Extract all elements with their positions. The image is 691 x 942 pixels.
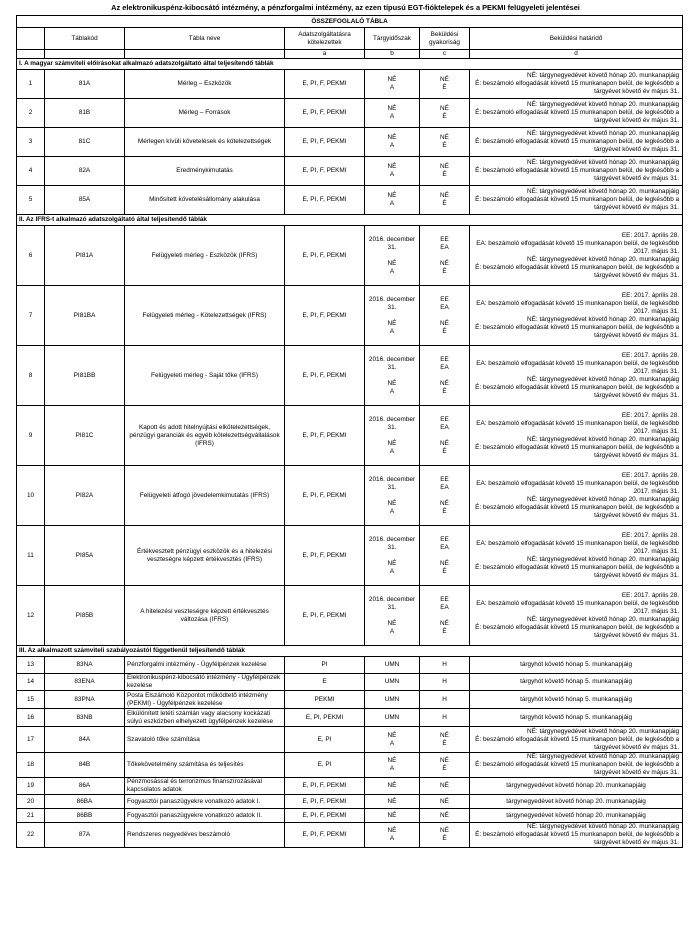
reporting-frequency: EE EA NÉ É (420, 406, 470, 466)
table-row (17, 99, 683, 128)
table-code: 84B (45, 753, 125, 778)
submission-deadline: EE: 2017. április 28. EA: beszámoló elfogadását követő 15 munkanapon belül, de legkésőbb 2017. május 31. NÉ: tárgynegyedévet követő hónap 20. munkanapjáig É: beszámoló elfogadását követő 15 munkanapon belül, de legkésőbb a tárgyévet követő év május 31. (470, 226, 683, 286)
obligated-entities: E, PI, F, PEKMI (285, 70, 365, 99)
obligated-entities: E, PI, F, PEKMI (285, 795, 365, 809)
reporting-frequency: EE EA NÉ É (420, 226, 470, 286)
table-row (17, 691, 683, 709)
submission-deadline: EE: 2017. április 28. EA: beszámoló elfogadását követő 15 munkanapon belül, de legkésőbb 2017. május 31. NÉ: tárgynegyedévet követő hónap 20. munkanapjáig É: beszámoló elfogadását követő 15 munkanapon belül, de legkésőbb a tárgyévet követő év május 31. (470, 286, 683, 346)
reporting-frequency: NÉ É (420, 157, 470, 186)
table-code: 86BB (45, 809, 125, 823)
table-name: Minősített követelésállomány alakulása (125, 186, 285, 215)
reporting-frequency: EE EA NÉ É (420, 346, 470, 406)
reporting-frequency: NÉ É (420, 753, 470, 778)
reporting-frequency: H (420, 709, 470, 727)
table-code: PI82A (45, 466, 125, 526)
table-code: PI85A (45, 526, 125, 586)
obligated-entities: E, PI (285, 753, 365, 778)
table-row (17, 753, 683, 778)
table-code: PI81A (45, 226, 125, 286)
table-name: Értékvesztett pénzügyi eszközök és a hitelezési veszteségre képzett értékvesztés (IFRS) (125, 526, 285, 586)
section-row (17, 646, 683, 657)
row-number: 2 (17, 99, 45, 128)
table-code: 83NA (45, 657, 125, 674)
row-number: 14 (17, 674, 45, 691)
reporting-frequency: EE EA NÉ É (420, 286, 470, 346)
row-number: 19 (17, 778, 45, 795)
submission-deadline: EE: 2017. április 28. EA: beszámoló elfogadását követő 15 munkanapon belül, de legkésőbb 2017. május 31. NÉ: tárgynegyedévet követő hónap 20. munkanapjáig É: beszámoló elfogadását követő 15 munkanapon belül, de legkésőbb a tárgyévet követő év május 31. (470, 586, 683, 646)
obligated-entities: PEKMI (285, 691, 365, 709)
submission-deadline: tárgynegyedévet követő hónap 20. munkanapjáig (470, 795, 683, 809)
table-code: 81B (45, 99, 125, 128)
reporting-period: UMN (365, 657, 420, 674)
table-code: 85A (45, 186, 125, 215)
obligated-entities: E (285, 674, 365, 691)
table-row (17, 346, 683, 406)
table-name: Felügyeleti mérleg - Saját tőke (IFRS) (125, 346, 285, 406)
obligated-entities: E, PI, F, PEKMI (285, 226, 365, 286)
header-cell-number (17, 28, 45, 50)
table-code: 86BA (45, 795, 125, 809)
table-row (17, 466, 683, 526)
row-number: 1 (17, 70, 45, 99)
reporting-frequency: NÉ É (420, 823, 470, 848)
submission-deadline: NÉ: tárgynegyedévet követő hónap 20. munkanapjáig É: beszámoló elfogadását követő 15 munkanapon belül, de legkésőbb a tárgyévet követő év május 31. (470, 823, 683, 848)
reporting-period: NÉ (365, 795, 420, 809)
table-row (17, 128, 683, 157)
submission-deadline: NÉ: tárgynegyedévet követő hónap 20. munkanapjáig É: beszámoló elfogadását követő 15 munkanapon belül, de legkésőbb a tárgyévet követő év május 31. (470, 186, 683, 215)
table-name: Fogyasztói panaszügyekre vonatkozó adatok II. (125, 809, 285, 823)
letter-cell: b (365, 50, 420, 59)
reporting-period: 2016. december 31. NÉ A (365, 406, 420, 466)
submission-deadline: tárgyhót követő hónap 5. munkanapjáig (470, 674, 683, 691)
reporting-frequency: EE EA NÉ É (420, 466, 470, 526)
obligated-entities: E, PI (285, 727, 365, 753)
letter-cell: c (420, 50, 470, 59)
table-code: 82A (45, 157, 125, 186)
reporting-period: NÉ A (365, 157, 420, 186)
row-number: 20 (17, 795, 45, 809)
submission-deadline: NÉ: tárgynegyedévet követő hónap 20. munkanapjáig É: beszámoló elfogadását követő 15 munkanapon belül, de legkésőbb a tárgyévet követő év május 31. (470, 157, 683, 186)
section-title: II. Az IFRS-t alkalmazó adatszolgáltató által teljesítendő táblák (17, 215, 683, 226)
table-name: Felügyeleti mérleg - Kötelezettségek (IFRS) (125, 286, 285, 346)
submission-deadline: NÉ: tárgynegyedévet követő hónap 20. munkanapjáig É: beszámoló elfogadását követő 15 munkanapon belül, de legkésőbb a tárgyévet követő év május 31. (470, 99, 683, 128)
table-code: 83NB (45, 709, 125, 727)
table-row (17, 586, 683, 646)
table-code: PI85B (45, 586, 125, 646)
table-row (17, 70, 683, 99)
table-row (17, 727, 683, 753)
table-row (17, 226, 683, 286)
submission-deadline: EE: 2017. április 28. EA: beszámoló elfogadását követő 15 munkanapon belül, de legkésőbb 2017. május 31. NÉ: tárgynegyedévet követő hónap 20. munkanapjáig É: beszámoló elfogadását követő 15 munkanapon belül, de legkésőbb a tárgyévet követő év május 31. (470, 406, 683, 466)
submission-deadline: tárgyhót követő hónap 5. munkanapjáig (470, 691, 683, 709)
row-number: 18 (17, 753, 45, 778)
table-code: PI81C (45, 406, 125, 466)
letter-cell (17, 50, 45, 59)
section-title: I. A magyar számviteli előírásokat alkalmazó adatszolgáltató által teljesítendő táblák (17, 59, 683, 70)
reporting-frequency: NÉ (420, 809, 470, 823)
obligated-entities: PI (285, 657, 365, 674)
section-row (17, 215, 683, 226)
section-row (17, 59, 683, 70)
obligated-entities: E, PI, F, PEKMI (285, 778, 365, 795)
obligated-entities: E, PI, F, PEKMI (285, 286, 365, 346)
letter-cell: a (285, 50, 365, 59)
table-row (17, 709, 683, 727)
obligated-entities: E, PI, F, PEKMI (285, 157, 365, 186)
table-code: 81C (45, 128, 125, 157)
table-name: A hitelezési veszteségre képzett értékvesztés változása (IFRS) (125, 586, 285, 646)
reporting-frequency: EE EA NÉ É (420, 526, 470, 586)
reporting-period: 2016. december 31. NÉ A (365, 586, 420, 646)
reporting-frequency: NÉ (420, 795, 470, 809)
document-title: Az elektronikuspénz-kibocsátó intézmény, a pénzforgalmi intézmény, az ezen típusú EGT-fióktelepek és a PEKMI felügyeleti jelentései (111, 3, 580, 12)
reporting-frequency: EE EA NÉ É (420, 586, 470, 646)
submission-deadline: tárgynegyedévet követő hónap 20. munkanapjáig (470, 809, 683, 823)
obligated-entities: E, PI, F, PEKMI (285, 809, 365, 823)
table-title: ÖSSZEFOGLALÓ TÁBLA (17, 16, 683, 28)
table-code: 83ENA (45, 674, 125, 691)
table-name: Pénzforgalmi intézmény - Ügyfélpénzek kezelése (125, 657, 285, 674)
submission-deadline: NÉ: tárgynegyedévet követő hónap 20. munkanapjáig É: beszámoló elfogadását követő 15 munkanapon belül, de legkésőbb a tárgyévet követő év május 31. (470, 727, 683, 753)
reporting-period: UMN (365, 709, 420, 727)
reporting-period: UMN (365, 674, 420, 691)
submission-deadline: EE: 2017. április 28. EA: beszámoló elfogadását követő 15 munkanapon belül, de legkésőbb 2017. május 31. NÉ: tárgynegyedévet követő hónap 20. munkanapjáig É: beszámoló elfogadását követő 15 munkanapon belül, de legkésőbb a tárgyévet követő év május 31. (470, 526, 683, 586)
obligated-entities: E, PI, F, PEKMI (285, 823, 365, 848)
reporting-period: NÉ A (365, 128, 420, 157)
reporting-frequency: NÉ É (420, 186, 470, 215)
reporting-frequency: H (420, 674, 470, 691)
obligated-entities: E, PI, F, PEKMI (285, 99, 365, 128)
reporting-period: NÉ A (365, 70, 420, 99)
table-name: Eredménykimutatás (125, 157, 285, 186)
table-name: Felügyeleti mérleg - Eszközök (IFRS) (125, 226, 285, 286)
reporting-period: NÉ A (365, 99, 420, 128)
table-name: Elkülönített letéti számlán vagy alacsony kockázati súlyú eszközben elhelyezett ügyfélpénzek kezelése (125, 709, 285, 727)
row-number: 5 (17, 186, 45, 215)
table-row (17, 795, 683, 809)
reporting-period: NÉ A (365, 823, 420, 848)
table-name: Mérlegen kívüli követelések és kötelezettségek (125, 128, 285, 157)
row-number: 4 (17, 157, 45, 186)
reporting-frequency: NÉ É (420, 128, 470, 157)
header-cell-frequency: Beküldési gyakoriság (420, 28, 470, 50)
table-row (17, 157, 683, 186)
obligated-entities: E, PI, F, PEKMI (285, 526, 365, 586)
reporting-frequency: NÉ (420, 778, 470, 795)
header-cell-deadline: Beküldési határidő (470, 28, 683, 50)
row-number: 22 (17, 823, 45, 848)
table-code: PI81BA (45, 286, 125, 346)
table-name: Elektronikuspénz-kibocsátó intézmény - Ügyfélpénzek kezelése (125, 674, 285, 691)
submission-deadline: NÉ: tárgynegyedévet követő hónap 20. munkanapjáig É: beszámoló elfogadását követő 15 munkanapon belül, de legkésőbb a tárgyévet követő év május 31. (470, 128, 683, 157)
row-number: 21 (17, 809, 45, 823)
submission-deadline: tárgyhót követő hónap 5. munkanapjáig (470, 657, 683, 674)
reporting-period: NÉ A (365, 727, 420, 753)
submission-deadline: EE: 2017. április 28. EA: beszámoló elfogadását követő 15 munkanapon belül, de legkésőbb 2017. május 31. NÉ: tárgynegyedévet követő hónap 20. munkanapjáig É: beszámoló elfogadását követő 15 munkanapon belül, de legkésőbb a tárgyévet követő év május 31. (470, 466, 683, 526)
table-name: Fogyasztói panaszügyekre vonatkozó adatok I. (125, 795, 285, 809)
row-number: 7 (17, 286, 45, 346)
row-number: 11 (17, 526, 45, 586)
row-number: 8 (17, 346, 45, 406)
reporting-frequency: NÉ É (420, 99, 470, 128)
row-number: 15 (17, 691, 45, 709)
table-code: 86A (45, 778, 125, 795)
table-code: 81A (45, 70, 125, 99)
reporting-period: NÉ (365, 778, 420, 795)
obligated-entities: E, PI, PEKMI (285, 709, 365, 727)
table-row (17, 406, 683, 466)
submission-deadline: tárgyhót követő hónap 5. munkanapjáig (470, 709, 683, 727)
table-name: Rendszeres negyedéves beszámoló (125, 823, 285, 848)
table-name: Felügyeleti átfogó jövedelemkimutatás (IFRS) (125, 466, 285, 526)
table-row (17, 809, 683, 823)
reporting-frequency: NÉ É (420, 70, 470, 99)
reporting-period: NÉ (365, 809, 420, 823)
reporting-frequency: H (420, 657, 470, 674)
table-row (17, 186, 683, 215)
reporting-period: NÉ A (365, 186, 420, 215)
obligated-entities: E, PI, F, PEKMI (285, 128, 365, 157)
letter-cell (125, 50, 285, 59)
reporting-period: 2016. december 31. NÉ A (365, 466, 420, 526)
reporting-period: UMN (365, 691, 420, 709)
obligated-entities: E, PI, F, PEKMI (285, 406, 365, 466)
table-code: 83PNA (45, 691, 125, 709)
letter-cell (45, 50, 125, 59)
table-row (17, 674, 683, 691)
table-name: Mérleg – Eszközök (125, 70, 285, 99)
table-name: Tőkekövetelmény számítása és teljesítés (125, 753, 285, 778)
table-name: Pénzmosással és terrorizmus finanszírozásával kapcsolatos adatok (125, 778, 285, 795)
table-row (17, 526, 683, 586)
obligated-entities: E, PI, F, PEKMI (285, 586, 365, 646)
row-number: 3 (17, 128, 45, 157)
table-row (17, 823, 683, 848)
table-name: Mérleg – Források (125, 99, 285, 128)
submission-deadline: tárgynegyedévet követő hónap 20. munkanapjáig (470, 778, 683, 795)
reporting-period: 2016. december 31. NÉ A (365, 226, 420, 286)
row-number: 17 (17, 727, 45, 753)
header-cell-obligated: Adatszolgáltatásra kötelezettek (285, 28, 365, 50)
obligated-entities: E, PI, F, PEKMI (285, 346, 365, 406)
reporting-frequency: NÉ É (420, 727, 470, 753)
row-number: 10 (17, 466, 45, 526)
row-number: 9 (17, 406, 45, 466)
reporting-period: 2016. december 31. NÉ A (365, 526, 420, 586)
reporting-frequency: H (420, 691, 470, 709)
submission-deadline: NÉ: tárgynegyedévet követő hónap 20. munkanapjáig É: beszámoló elfogadását követő 15 munkanapon belül, de legkésőbb a tárgyévet követő év május 31. (470, 70, 683, 99)
row-number: 12 (17, 586, 45, 646)
section-title: III. Az alkalmazott számviteli szabályozástól függetlenül teljesítendő táblák (17, 646, 683, 657)
reporting-period: 2016. december 31. NÉ A (365, 346, 420, 406)
row-number: 13 (17, 657, 45, 674)
submission-deadline: NÉ: tárgynegyedévet követő hónap 20. munkanapjáig É: beszámoló elfogadását követő 15 munkanapon belül, de legkésőbb a tárgyévet követő év május 31. (470, 753, 683, 778)
row-number: 6 (17, 226, 45, 286)
header-cell-period: Tárgyidőszak (365, 28, 420, 50)
table-name: Szavatoló tőke számítása (125, 727, 285, 753)
table-row (17, 778, 683, 795)
letter-cell: d (470, 50, 683, 59)
table-body (17, 59, 683, 848)
summary-table (16, 15, 683, 848)
header-cell-code: Táblakód (45, 28, 125, 50)
row-number: 16 (17, 709, 45, 727)
table-code: PI81BB (45, 346, 125, 406)
table-name: Kapott és adott hitelnyújtási elkötelezettségek, pénzügyi garanciák és egyéb kötelezettségvállalások (IFRS) (125, 406, 285, 466)
table-name: Posta Elszámoló Központot működtető intézmény (PEKMI) - Ügyfélpénzek kezelése (125, 691, 285, 709)
reporting-period: 2016. december 31. NÉ A (365, 286, 420, 346)
table-row (17, 657, 683, 674)
obligated-entities: E, PI, F, PEKMI (285, 186, 365, 215)
submission-deadline: EE: 2017. április 28. EA: beszámoló elfogadását követő 15 munkanapon belül, de legkésőbb 2017. május 31. NÉ: tárgynegyedévet követő hónap 20. munkanapjáig É: beszámoló elfogadását követő 15 munkanapon belül, de legkésőbb a tárgyévet követő év május 31. (470, 346, 683, 406)
table-code: 87A (45, 823, 125, 848)
table-row (17, 286, 683, 346)
reporting-period: NÉ A (365, 753, 420, 778)
header-cell-name: Tábla neve (125, 28, 285, 50)
obligated-entities: E, PI, F, PEKMI (285, 466, 365, 526)
table-code: 84A (45, 727, 125, 753)
